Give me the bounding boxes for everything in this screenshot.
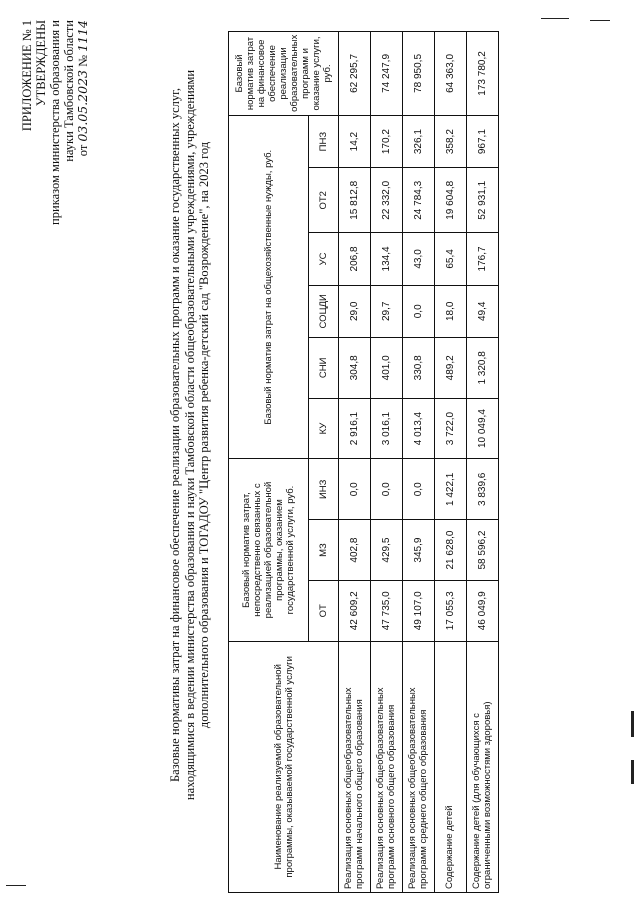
cell-value: 17 055,3 (435, 580, 467, 641)
header-direct-costs: Базовый норматив затрат, непосредственно связанных с реализацией образовательной программы, оказанием государственной услуги, руб. (229, 459, 309, 641)
cell-value: 29,7 (371, 285, 403, 337)
cell-value: 967,1 (467, 115, 499, 167)
row-name: Содержание детей (435, 641, 467, 892)
col-header: МЗ (309, 520, 339, 581)
cell-value: 47 735,0 (371, 580, 403, 641)
cell-value: 489,2 (435, 337, 467, 398)
cell-value: 330,8 (403, 337, 435, 398)
table-row (339, 32, 371, 893)
col-header: СНИ (309, 337, 339, 398)
norms-table (228, 31, 499, 893)
cell-total: 78 950,5 (403, 32, 435, 116)
cell-value: 52 931,1 (467, 168, 499, 233)
table-row (435, 32, 467, 893)
cell-value: 29,0 (339, 285, 371, 337)
heading-line-1: Базовые нормативы затрат на финансовое обеспечение реализации образовательных программ и оказание государственных услуг, (168, 88, 182, 782)
heading-line-2: находящимися в ведении министерства образования и науки Тамбовской области общеобразовательными учреждениями, учреждениями (182, 69, 197, 801)
order-date: 03.05.2023 (75, 70, 90, 142)
cell-value: 18,0 (435, 285, 467, 337)
order-date-line (76, 20, 90, 320)
row-name: Содержание детей (для обучающихся с ограниченными возможностями здоровья) (467, 641, 499, 892)
cell-value: 49 107,0 (403, 580, 435, 641)
cell-value: 10 049,4 (467, 398, 499, 459)
header-total-norm: Базовый норматив затрат на финансовое обеспечение реализации образовательных программ и оказание услуги, руб. (229, 32, 339, 116)
cell-value: 3 722,0 (435, 398, 467, 459)
cell-value: 402,8 (339, 520, 371, 581)
order-number: 1114 (75, 20, 90, 52)
approved-label: УТВЕРЖДЕНЫ (34, 20, 48, 107)
cell-value: 0,0 (403, 459, 435, 520)
cell-value: 358,2 (435, 115, 467, 167)
cell-value: 0,0 (371, 459, 403, 520)
table-row (403, 32, 435, 893)
heading-line-3: дополнительного образования и ТОГАДОУ "Центр развития ребенка-детский сад "Возрождение", на 2023 год (197, 141, 211, 729)
appendix-block (20, 20, 90, 320)
row-name: Реализация основных общеобразовательных программ начального общего образования (339, 641, 371, 892)
table-row (371, 32, 403, 893)
cell-value: 429,5 (371, 520, 403, 581)
cell-value: 65,4 (435, 233, 467, 285)
header-general-costs: Базовый норматив затрат на общехозяйственные нужды, руб. (229, 115, 309, 459)
cell-value: 58 596,2 (467, 520, 499, 581)
cell-value: 206,8 (339, 233, 371, 285)
cell-value: 15 812,8 (339, 168, 371, 233)
col-header: КУ (309, 398, 339, 459)
cell-value: 2 916,1 (339, 398, 371, 459)
cell-total: 74 247,9 (371, 32, 403, 116)
col-header: УС (309, 233, 339, 285)
col-header: СОЦДИ (309, 285, 339, 337)
cell-value: 3 016,1 (371, 398, 403, 459)
header-program-name: Наименование реализуемой образовательной программы, оказываемой государственной услуги (229, 641, 339, 892)
cell-value: 326,1 (403, 115, 435, 167)
document-heading (168, 25, 212, 845)
cell-total: 173 780,2 (467, 32, 499, 116)
col-header: ПНЗ (309, 115, 339, 167)
cell-value: 22 332,0 (371, 168, 403, 233)
cell-value: 21 628,0 (435, 520, 467, 581)
row-name: Реализация основных общеобразовательных программ среднего общего образования (403, 641, 435, 892)
cell-value: 304,8 (339, 337, 371, 398)
table-row (467, 32, 499, 893)
cell-value: 4 013,4 (403, 398, 435, 459)
col-header: ОТ2 (309, 168, 339, 233)
cell-value: 24 784,3 (403, 168, 435, 233)
order-line-2: науки Тамбовской области (62, 20, 76, 162)
cell-value: 14,2 (339, 115, 371, 167)
cell-value: 401,0 (371, 337, 403, 398)
cell-total: 62 295,7 (339, 32, 371, 116)
cell-value: 134,4 (371, 233, 403, 285)
cell-value: 170,2 (371, 115, 403, 167)
cell-value: 0,0 (339, 459, 371, 520)
order-no-prefix: № (76, 54, 90, 67)
cell-value: 0,0 (403, 285, 435, 337)
cell-value: 345,9 (403, 520, 435, 581)
cell-value: 3 839,6 (467, 459, 499, 520)
appendix-title: ПРИЛОЖЕНИЕ № 1 (20, 20, 34, 132)
cell-value: 19 604,8 (435, 168, 467, 233)
cell-value: 46 049,9 (467, 580, 499, 641)
order-date-prefix: от (76, 144, 90, 157)
cell-value: 43,0 (403, 233, 435, 285)
col-header: ИНЗ (309, 459, 339, 520)
cell-value: 42 609,2 (339, 580, 371, 641)
cell-value: 1 320,8 (467, 337, 499, 398)
row-name: Реализация основных общеобразовательных программ основного общего образования (371, 641, 403, 892)
order-line-1: приказом министерства образования и (48, 20, 62, 225)
cell-total: 64 363,0 (435, 32, 467, 116)
cell-value: 176,7 (467, 233, 499, 285)
col-header: ОТ (309, 580, 339, 641)
cell-value: 1 422,1 (435, 459, 467, 520)
cell-value: 49,4 (467, 285, 499, 337)
